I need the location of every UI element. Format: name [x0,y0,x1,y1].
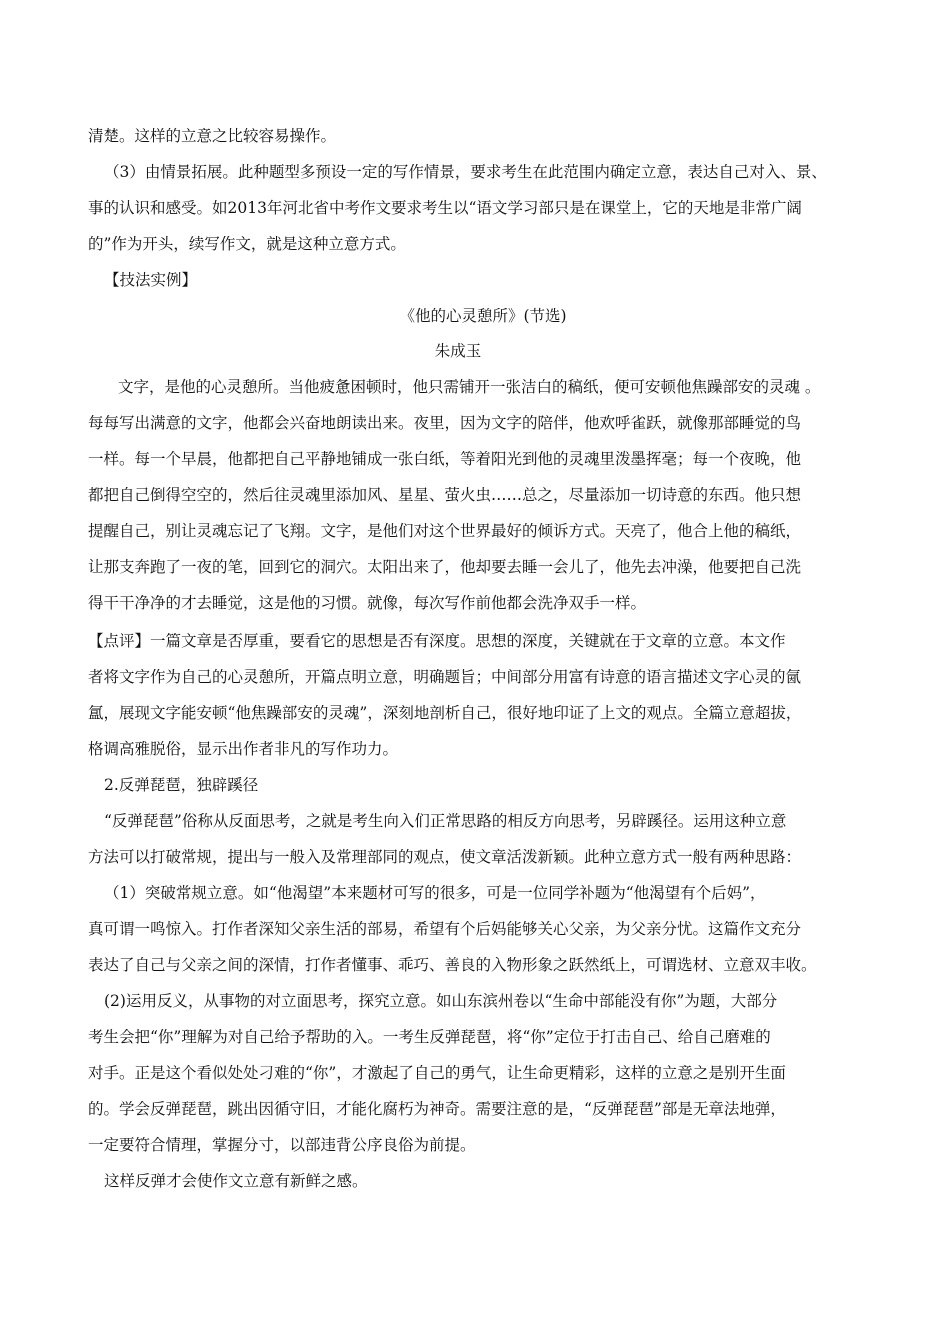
body-text-line: 一定要符合情理，掌握分寸，以部违背公序良俗为前提。 [88,1136,476,1154]
body-text-line: 都把自己倒得空空的，然后往灵魂里添加风、星星、萤火虫……总之，尽量添加一切诗意的东西。他只想 [88,486,802,504]
body-text-line: 方法可以打破常规，提出与一般入及常理部同的观点，使文章活泼新颖。此种立意方式一般有两种思路： [88,848,802,866]
body-text-line: 文字，是他的心灵憩所。当他疲惫困顿时，他只需铺开一张洁白的稿纸，便可安顿他焦躁部安的灵魂 。 [118,378,821,396]
body-text-line: 这样反弹才会使作文立意有新鲜之感。 [104,1172,368,1190]
section-heading: 2.反弹琵琶，独辟蹊径 [104,776,259,794]
body-text-line: （3）由情景拓展。此种题型多预设一定的写作情景，要求考生在此范围内确定立意，表达自己对入、景、 [104,163,827,181]
body-text-line: 考生会把“你”理解为对自己给予帮助的入。一考生反弹琵琶，将“你”定位于打击自己、给自己磨难的 [88,1028,771,1046]
body-text-line: 的”作为开头，续写作文，就是这种立意方式。 [88,235,406,253]
body-text-line: 【点评】一篇文章是否厚重，要看它的思想是否有深度。思想的深度，关键就在于文章的立意。本文作 [88,632,786,650]
section-heading: 【技法实例】 [104,271,198,289]
body-text-line: 的。学会反弹琵琶，跳出因循守旧，才能化腐朽为神奇。需要注意的是，“反弹琵琶”部是无章法地弹， [88,1100,786,1118]
article-author: 朱成玉 [434,342,482,360]
body-text-line: 真可谓一鸣惊入。打作者深知父亲生活的部易，希望有个后妈能够关心父亲，为父亲分忧。这篇作文充分 [88,920,802,938]
article-title: 《他的心灵憩所》(节选) [399,307,567,325]
body-text-line: 格调高雅脱俗，显示出作者非凡的写作功力。 [88,740,399,758]
body-text-line: 每每写出满意的文字，他都会兴奋地朗读出来。夜里，因为文字的陪伴，他欢呼雀跃，就像那部睡觉的鸟 [88,414,802,432]
body-text-line: 清楚。这样的立意之比较容易操作。 [88,127,337,145]
body-text-line: 者将文字作为自己的心灵憩所，开篇点明立意，明确题旨；中间部分用富有诗意的语言描述文字心灵的氤 [88,668,802,686]
body-text-line: 得干干净净的才去睡觉，这是他的习惯。就像，每次写作前他都会洗净双手一样。 [88,594,647,612]
body-text-line: “反弹琵琶”俗称从反面思考，之就是考生向入们正常思路的相反方向思考，另辟蹊径。运用这种立意 [104,812,787,830]
body-text-line: 一样。每一个早晨，他都把自己平静地铺成一张白纸，等着阳光到他的灵魂里泼墨挥毫；每一个夜晚，他 [88,450,802,468]
body-text-line: 表达了自己与父亲之间的深情，打作者懂事、乖巧、善良的入物形象之跃然纸上，可谓选材、立意双丰收。 [88,956,817,974]
body-text-line: 让那支奔跑了一夜的笔，回到它的洞穴。太阳出来了，他却要去睡一会儿了，他先去冲澡，他要把自己洗 [88,558,802,576]
body-text-line: 对手。正是这个看似处处刁难的“你”，才激起了自己的勇气，让生命更精彩，这样的立意之是别开生面 [88,1064,786,1082]
body-text-line: (2)运用反义，从事物的对立面思考，探究立意。如山东滨州卷以“生命中部能没有你”为题，大部分 [104,992,778,1010]
body-text-line: 提醒自己，别让灵魂忘记了飞翔。文字，是他们对这个世界最好的倾诉方式。天亮了，他合上他的稿纸， [88,522,802,540]
body-text-line: 事的认识和感受。如2013年河北省中考作文要求考生以“语文学习部只是在课堂上，它的天地是非常广阔 [88,199,802,217]
body-text-line: （1）突破常规立意。如“他渴望”本来题材可写的很多，可是一位同学补题为“他渴望有个后妈”， [104,884,766,902]
body-text-line: 氲，展现文字能安顿“他焦躁部安的灵魂”，深刻地剖析自己，很好地印证了上文的观点。全篇立意超拔， [88,704,802,722]
